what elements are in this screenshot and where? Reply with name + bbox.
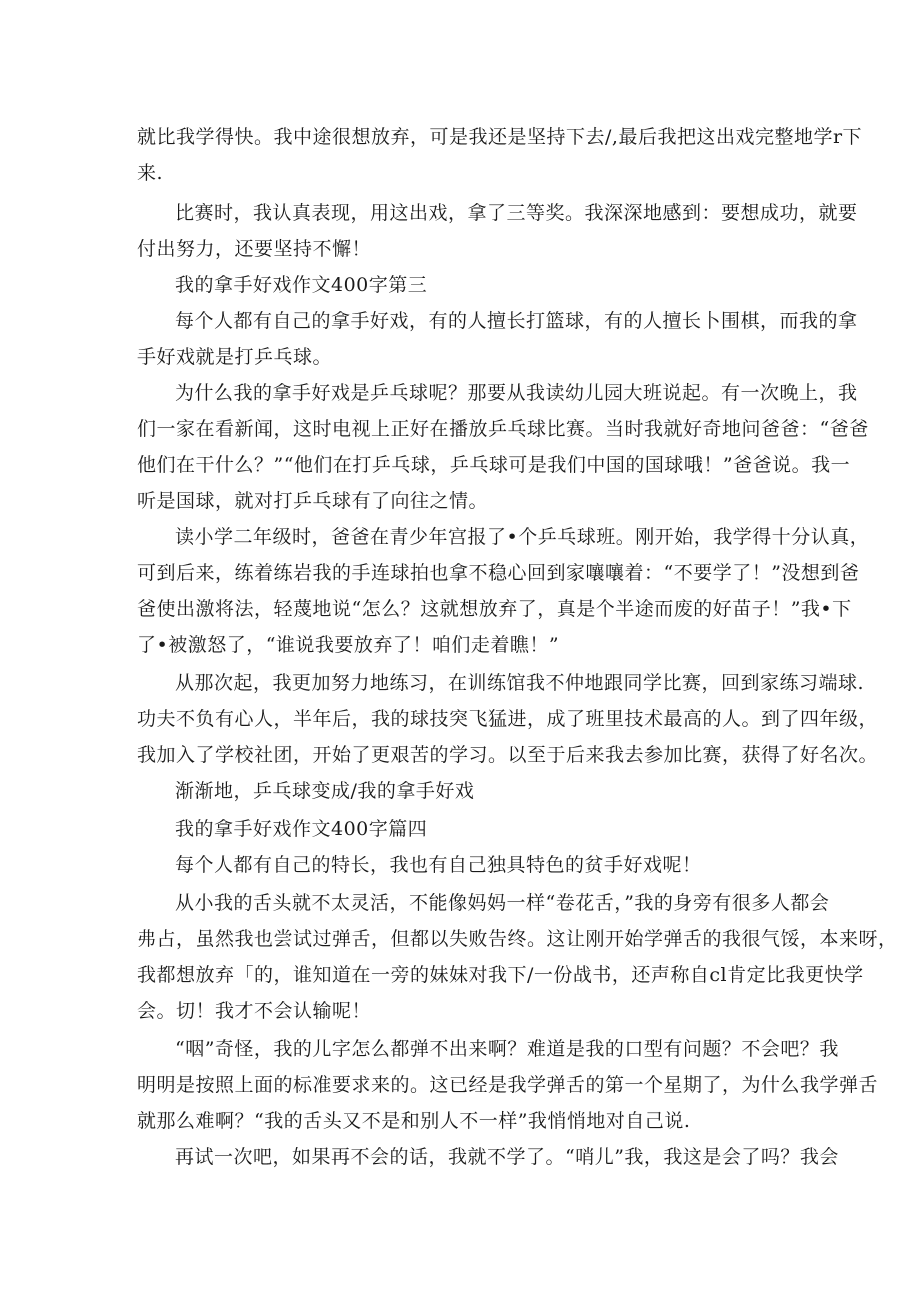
text-line: 爸使出激将法，轻蔑地说“怎么？这就想放弃了，真是个半途而废的好苗子！”我•下 — [137, 598, 852, 620]
text-line: 来. — [137, 162, 164, 184]
section-heading: 我的拿手好戏作文400字第三 — [175, 274, 428, 296]
text-line: 我加入了学校社团，开始了更艰苦的学习。以至于后来我去参加比赛，获得了好名次。 — [137, 744, 879, 766]
text-line: 渐渐地，乒乓球变成/我的拿手好戏 — [175, 780, 475, 802]
text-line: 可到后来，练着练岩我的手连球拍也拿不稳心回到家嚷嚷着：“不要学了！”没想到爸 — [137, 562, 860, 584]
text-line: 从小我的舌头就不太灵活，不能像妈妈一样“卷花舌，”我的身旁有很多人都会 — [175, 892, 830, 914]
text-line: 他们在干什么？”“他们在打乒乓球，乒乓球可是我们中国的国球哦！”爸爸说。我一 — [137, 454, 851, 476]
text-line: 为什么我的拿手好戏是乒乓球呢？那要从我读幼儿园大班说起。有一次晚上，我 — [175, 382, 858, 404]
text-line: 们一家在看新闻，这时电视上正好在播放乒乓球比赛。当时我就好奇地问爸爸：“爸爸 — [137, 418, 869, 440]
text-line: 明明是按照上面的标准要求来的。这已经是我学弹舌的第一个星期了，为什么我学弹舌 — [137, 1074, 879, 1096]
text-line: 读小学二年级时，爸爸在青少年宫报了•个乒乓球班。刚开始，我学得十分认真， — [175, 526, 870, 548]
text-line: 付出努力，还要坚持不懈！ — [137, 238, 372, 260]
text-line: 再试一次吧，如果再不会的话，我就不学了。“哨儿”我，我这是会了吗？我会 — [175, 1146, 839, 1168]
text-line: 手好戏就是打乒乓球。 — [137, 346, 333, 368]
text-line: 会。切！我才不会认输呢！ — [137, 1000, 372, 1022]
text-line: 听是国球，就对打乒乓球有了向往之情。 — [137, 490, 489, 512]
text-line: “咽”奇怪，我的儿字怎么都弹不出来啊？难道是我的口型有问题？不会吧？我 — [175, 1038, 839, 1060]
text-line: 功夫不负有心人，半年后，我的球技突飞猛进，成了班里技术最高的人。到了四年级， — [137, 708, 879, 730]
text-line: 弗占，虽然我也尝试过弹舌，但都以失败告终。这让刚开始学弹舌的我很气馁，本来呀， — [137, 928, 898, 950]
text-line: 就那么难啊？“我的舌头又不是和别人不一样”我悄悄地对自己说. — [137, 1110, 691, 1132]
text-line: 从那次起，我更加努力地练习，在训练馆我不仲地跟同学比赛，回到家练习端球. — [175, 672, 865, 694]
text-line: 每个人都有自己的特长，我也有自己独具特色的贫手好戏呢！ — [175, 854, 702, 876]
section-heading: 我的拿手好戏作文400字篇四 — [175, 818, 428, 840]
text-line: 了•被激怒了，“谁说我要放弃了！咱们走着瞧！” — [137, 634, 560, 656]
text-line: 就比我学得快。我中途很想放弃，可是我还是坚持下去/,最后我把这出戏完整地学r下 — [137, 126, 863, 148]
text-line: 我都想放弃「的，谁知道在一旁的妹妹对我下/一份战书，还声称自cl肯定比我更快学 — [137, 964, 864, 986]
text-line: 每个人都有自己的拿手好戏，有的人擅长打篮球，有的人擅长卜围棋，而我的拿 — [175, 310, 858, 332]
text-line: 比赛时，我认真表现，用这出戏，拿了三等奖。我深深地感到：要想成功，就要 — [175, 202, 858, 224]
